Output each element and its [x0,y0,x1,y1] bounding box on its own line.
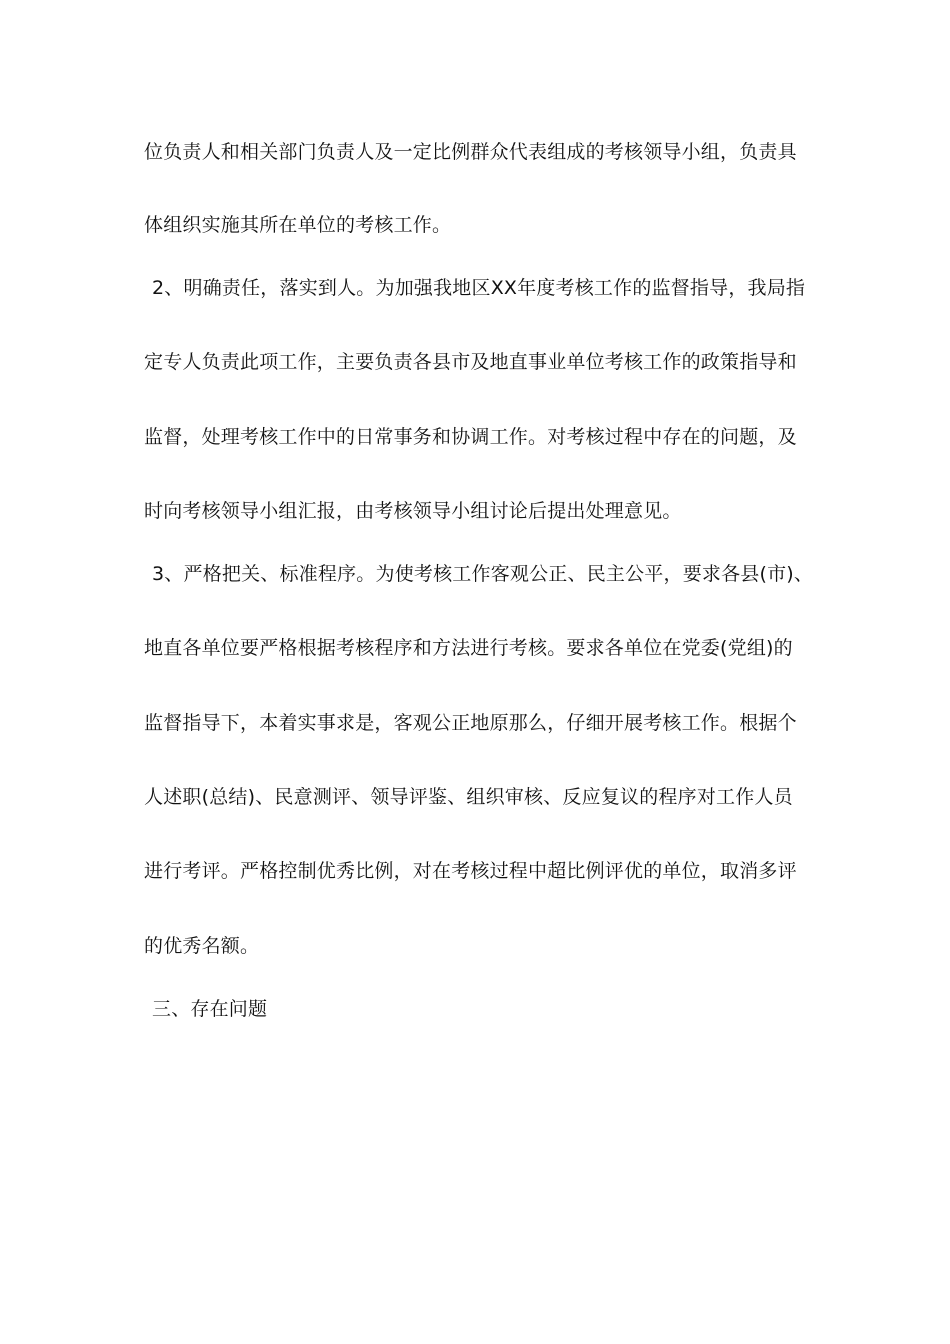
paragraph-line: 的优秀名额。 [144,935,260,957]
paragraph-line: 体组织实施其所在单位的考核工作。 [144,214,452,236]
paragraph-line: 人述职(总结)、民意测评、领导评鉴、组织审核、反应复议的程序对工作人员 [144,786,793,808]
paragraph-line: 监督指导下，本着实事求是，客观公正地原那么，仔细开展考核工作。根据个 [144,712,797,734]
paragraph-line: 位负责人和相关部门负责人及一定比例群众代表组成的考核领导小组，负责具 [144,141,797,163]
paragraph-line: 监督，处理考核工作中的日常事务和协调工作。对考核过程中存在的问题，及 [144,426,797,448]
section-heading: 三、存在问题 [152,998,268,1020]
paragraph-line: 进行考评。严格控制优秀比例，对在考核过程中超比例评优的单位，取消多评 [144,860,797,882]
paragraph-line: 地直各单位要严格根据考核程序和方法进行考核。要求各单位在党委(党组)的 [144,637,793,659]
paragraph-line: 2、明确责任，落实到人。为加强我地区XX年度考核工作的监督指导，我局指 [152,277,806,299]
paragraph-line: 时向考核领导小组汇报，由考核领导小组讨论后提出处理意见。 [144,500,682,522]
paragraph-line: 定专人负责此项工作，主要负责各县市及地直事业单位考核工作的政策指导和 [144,351,797,373]
paragraph-line: 3、严格把关、标准程序。为使考核工作客观公正、民主公平，要求各县(市)、 [152,563,814,585]
